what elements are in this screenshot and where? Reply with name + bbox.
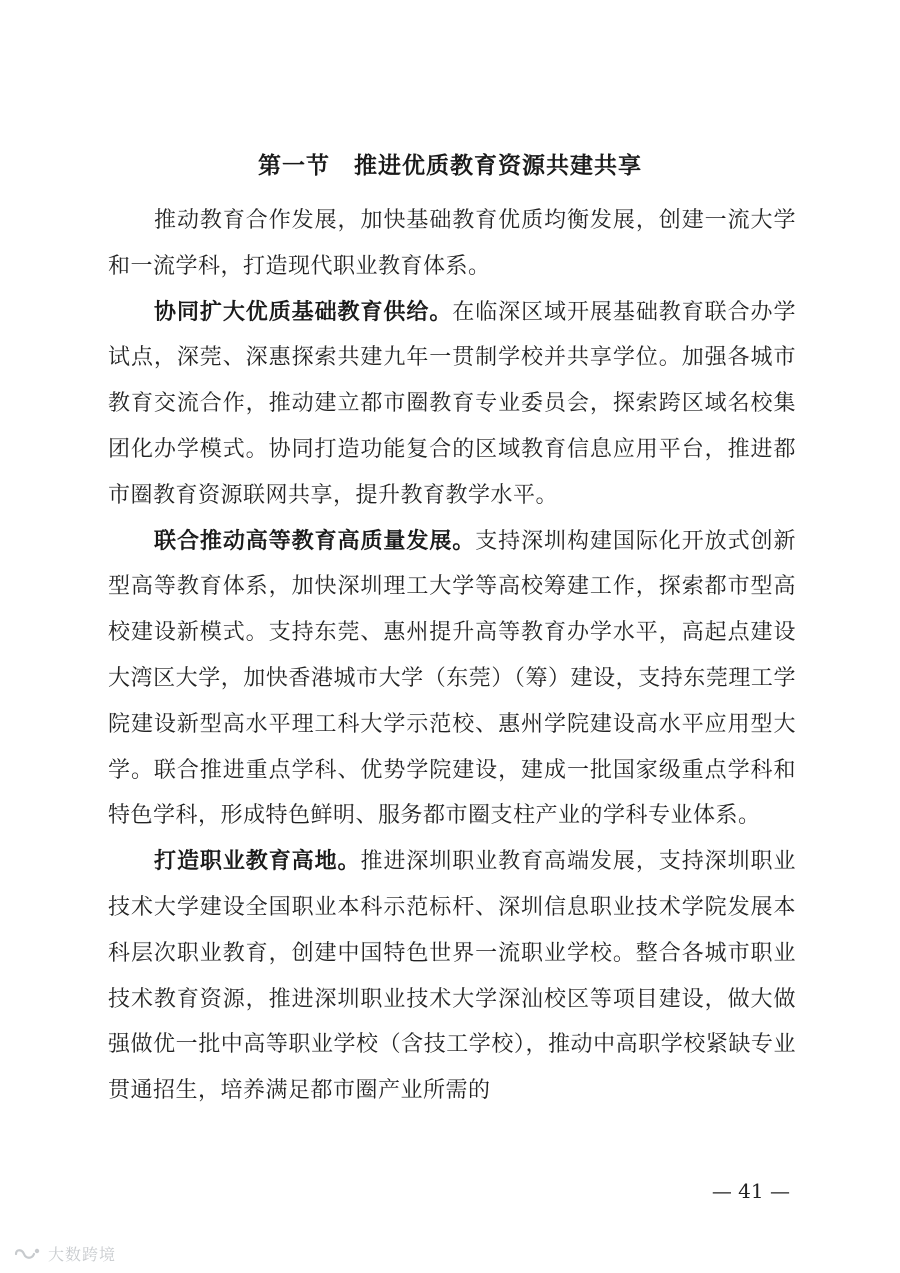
paragraph-text: 推进深圳职业教育高端发展，支持深圳职业技术大学建设全国职业本科示范标杆、深圳信息职业技术学院发展本科层次职业教育，创建中国特色世界一流职业学校。整合各城市职业技术教育资源，推进深圳职业技术大学深汕校区等项目建设，做大做强做优一批中高等职业学校（含技工学校），推动中高职学校紧缺专业贯通招生，培养满足都市圈产业所需的: [108, 849, 796, 1104]
watermark-text: 大数跨境: [48, 1245, 117, 1264]
watermark: [12, 1242, 116, 1265]
paragraph-intro: [108, 198, 796, 290]
paragraph-higher-education: [108, 519, 796, 840]
paragraph-text: 支持深圳构建国际化开放式创新型高等教育体系，加快深圳理工大学等高校筹建工作，探索都市型高校建设新模式。支持东莞、惠州提升高等教育办学水平，高起点建设大湾区大学，加快香港城市大学（东莞）（筹）建设，支持东莞理工学院建设新型高水平理工科大学示范校、惠州学院建设高水平应用型大学。联合推进重点学科、优势学院建设，建成一批国家级重点学科和特色学科，形成特色鲜明、服务都市圈支柱产业的学科专业体系。: [108, 528, 796, 829]
section-title: 第一节 推进优质教育资源共建共享: [258, 153, 642, 179]
paragraph-lead: 联合推动高等教育高质量发展。: [154, 528, 476, 554]
paragraph-text: 推动教育合作发展，加快基础教育优质均衡发展，创建一流大学和一流学科，打造现代职业教育体系。: [108, 208, 796, 279]
paragraph-basic-education: [108, 290, 796, 519]
paragraph-lead: 打造职业教育高地。: [154, 849, 361, 875]
brand-logo-icon: [12, 1245, 42, 1263]
paragraph-text: 在临深区域开展基础教育联合办学试点，深莞、深惠探索共建九年一贯制学校并共享学位。加强各城市教育交流合作，推动建立都市圈教育专业委员会，探索跨区域名校集团化办学模式。协同打造功能复合的区域教育信息应用平台，推进都市圈教育资源联网共享，提升教育教学水平。: [108, 299, 796, 508]
page-number: — 41 —: [711, 1179, 790, 1203]
body-text: [108, 198, 796, 1114]
paragraph-lead: 协同扩大优质基础教育供给。: [154, 299, 453, 325]
paragraph-vocational-education: [108, 839, 796, 1114]
